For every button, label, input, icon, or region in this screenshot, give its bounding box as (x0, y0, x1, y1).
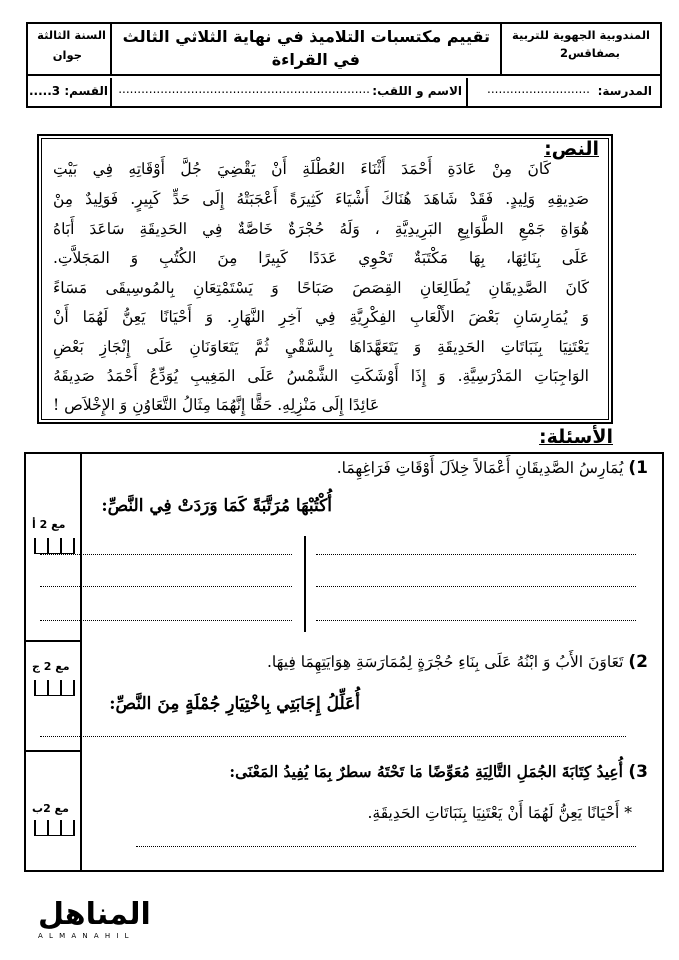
question-number: 2) (628, 652, 648, 672)
score-boxes[interactable] (34, 538, 74, 554)
exam-header (26, 22, 662, 108)
passage-line: يَعْتَنِيَا بِنَبَاتَاتِ الحَدِيقَةِ وَ يَتَعَهَّدَاهَا بِالسَّقْيِ ثُمَّ يَتَعَاوَنَانِ عَلَى إِنْجَازِ بَعْضِ (53, 338, 589, 356)
almanahil-logo (38, 897, 151, 940)
score-box-tick (47, 820, 49, 836)
header-divider (466, 78, 468, 106)
header-top-row (28, 24, 660, 76)
answer-line[interactable] (40, 620, 292, 621)
logo-text: المناهل (38, 897, 151, 932)
score-box-tick (60, 538, 62, 554)
name-field[interactable]: .................................................................. (118, 82, 370, 96)
score-boxes[interactable] (34, 680, 74, 696)
grading-separator (26, 750, 82, 752)
answer-line[interactable] (316, 554, 636, 555)
answer-line[interactable] (40, 586, 292, 587)
score-boxes[interactable] (34, 820, 74, 836)
question-text: يُمَارِسُ الصَّدِيقَانِ أَعْمَالاً خِلاَلَ أَوْقَاتِ فَرَاغِهِمَا. (336, 459, 624, 477)
header-divider (110, 78, 112, 106)
regional-office-city: بصفاقس2 (559, 46, 620, 60)
passage-title: النص: (544, 138, 599, 160)
criterion-label: مع 2 ج (32, 660, 70, 673)
grade-level: السنة الثالثة (37, 28, 106, 42)
grading-separator (26, 640, 82, 642)
passage-line: وَ يُمَارِسَانِ بَعْضَ الأَلْعَابِ الفِكْرِيَّةِ فِي آخِرِ النَّهَارِ. وَ أَحْيَانًا يَعِنُّ لَهُمَا أَنْ (53, 308, 589, 326)
answer-line[interactable] (316, 620, 636, 621)
question-number: 1) (628, 458, 648, 478)
score-box-tick (34, 538, 36, 554)
grading-column (26, 454, 82, 870)
name-label: الاسم و اللقب: (372, 84, 462, 98)
question-2 (267, 652, 648, 672)
logo-subtext: A L M A N A H I L (38, 932, 131, 940)
score-box-tick (34, 820, 36, 836)
criterion-label: مع 2ب (32, 802, 69, 815)
questions-title: الأسئلة: (539, 426, 613, 448)
header-divider (500, 24, 502, 74)
question-1-instruction: أُكْتُبْهَا مُرَتَّبَةً كَمَا وَرَدَتْ فِي النَّصِّ: (101, 496, 332, 516)
passage-line: الوَاجِبَاتِ المَدْرَسِيَّةِ. وَ إِذَا أَوْشَكَتِ الشَّمْسُ عَلَى المَغِيبِ يُوَدِّعُ أَحْمَدُ صَدِيقَهُ (53, 367, 589, 385)
score-box-tick (34, 680, 36, 696)
answer-line[interactable] (316, 586, 636, 587)
question-text: أُعِيدُ كِتَابَةَ الجُمَلِ التَّالِيَةِ مُعَوِّضًا مَا تَحْتَهُ سطرٌ بِمَا يُفِيدُ المَعْنَى: (229, 762, 623, 781)
score-box-tick (73, 820, 75, 836)
header-bottom-row (28, 78, 660, 106)
class-label: القسم: 3..... (28, 84, 108, 98)
exam-subject: في القراءة (271, 50, 360, 69)
question-3 (229, 762, 648, 782)
question-1 (337, 458, 648, 478)
school-field[interactable]: ........................... (487, 82, 590, 96)
passage-line: عَائِدًا إِلَى مَنْزِلِهِ. حَقًّا إِنَّهُمَا مِثَالُ التَّعَاوُنِ وَ الإِخْلاَص ! (53, 396, 380, 414)
answer-line[interactable] (40, 554, 292, 555)
header-divider (110, 24, 112, 74)
school-label: المدرسة: (597, 84, 652, 98)
question-3-item: * أَحْيَانًا يَعِنُّ لَهُمَا أَنْ يَعْتَنِيَا بِنَبَاتَاتِ الحَدِيقَةِ. (367, 804, 632, 822)
exam-title: تقييم مكتسبات التلاميذ في نهاية الثلاثي الثالث (122, 27, 490, 46)
answer-line[interactable] (40, 736, 626, 737)
passage-box (37, 134, 613, 424)
score-box-tick (73, 680, 75, 696)
passage-line: عَلَى بِنَائِهَا، بِهَا مَكْتَبَةٌ تَحْوِي عَدَدًا كَبِيرًا مِنَ الكُتُبِ وَ المَجَلاَّتِ. (53, 249, 589, 267)
passage-line: صَدِيقِهِ وَلِيدٍ. فَقَدْ شَاهَدَ هُنَاكَ أَشْيَاءَ كَثِيرَةً أَعْجَبَتْهُ إِلَى حَدٍّ كَبِيرٍ. فَوَلِيدٌ مِنْ (53, 190, 589, 208)
exam-month: جوان (52, 48, 82, 62)
passage-line: كَانَ مِنْ عَادَةِ أَحْمَدَ أَثْنَاءَ العُطْلَةِ أَنْ يَقْضِيَ جُلَّ أَوْقَاتِهِ فِي بَيْتِ (53, 160, 551, 178)
criterion-label: مع 2 أ (32, 518, 66, 531)
passage-line: كَانَ الصَّدِيقَانِ يُطَالِعَانِ القِصَصَ صَبَاحًا وَ يَسْتَمْتِعَانِ بِالمُوسِيقَى مَسَاءً (53, 279, 589, 297)
score-box-tick (60, 680, 62, 696)
score-box-tick (47, 538, 49, 554)
questions-box (24, 452, 664, 872)
regional-office: المندوبية الجهوية للتربية (512, 28, 650, 42)
score-box-tick (60, 820, 62, 836)
passage-line: هُوَاةِ جَمْعِ الطَّوَابِعِ البَرِيدِيَّةِ ، وَلَهُ حُجْرَةٌ خَاصَّةٌ فِي الحَدِيقَةِ سَاعَدَ أَبَاهُ (53, 220, 589, 238)
answer-column-divider (304, 536, 306, 632)
question-text: تَعَاوَنَ الأَبُ وَ ابْنُهُ عَلَى بِنَاءِ حُجْرَةٍ لِمُمَارَسَةِ هِوَايَتِهِمَا فِيهَا. (266, 653, 624, 671)
score-box-tick (47, 680, 49, 696)
question-number: 3) (628, 762, 648, 782)
answer-line[interactable] (136, 846, 636, 847)
question-2-instruction: أُعَلِّلُ إِجَابَتِي بِاخْتِيَارِ جُمْلَةٍ مِنَ النَّصِّ: (109, 694, 360, 714)
score-box-tick (73, 538, 75, 554)
